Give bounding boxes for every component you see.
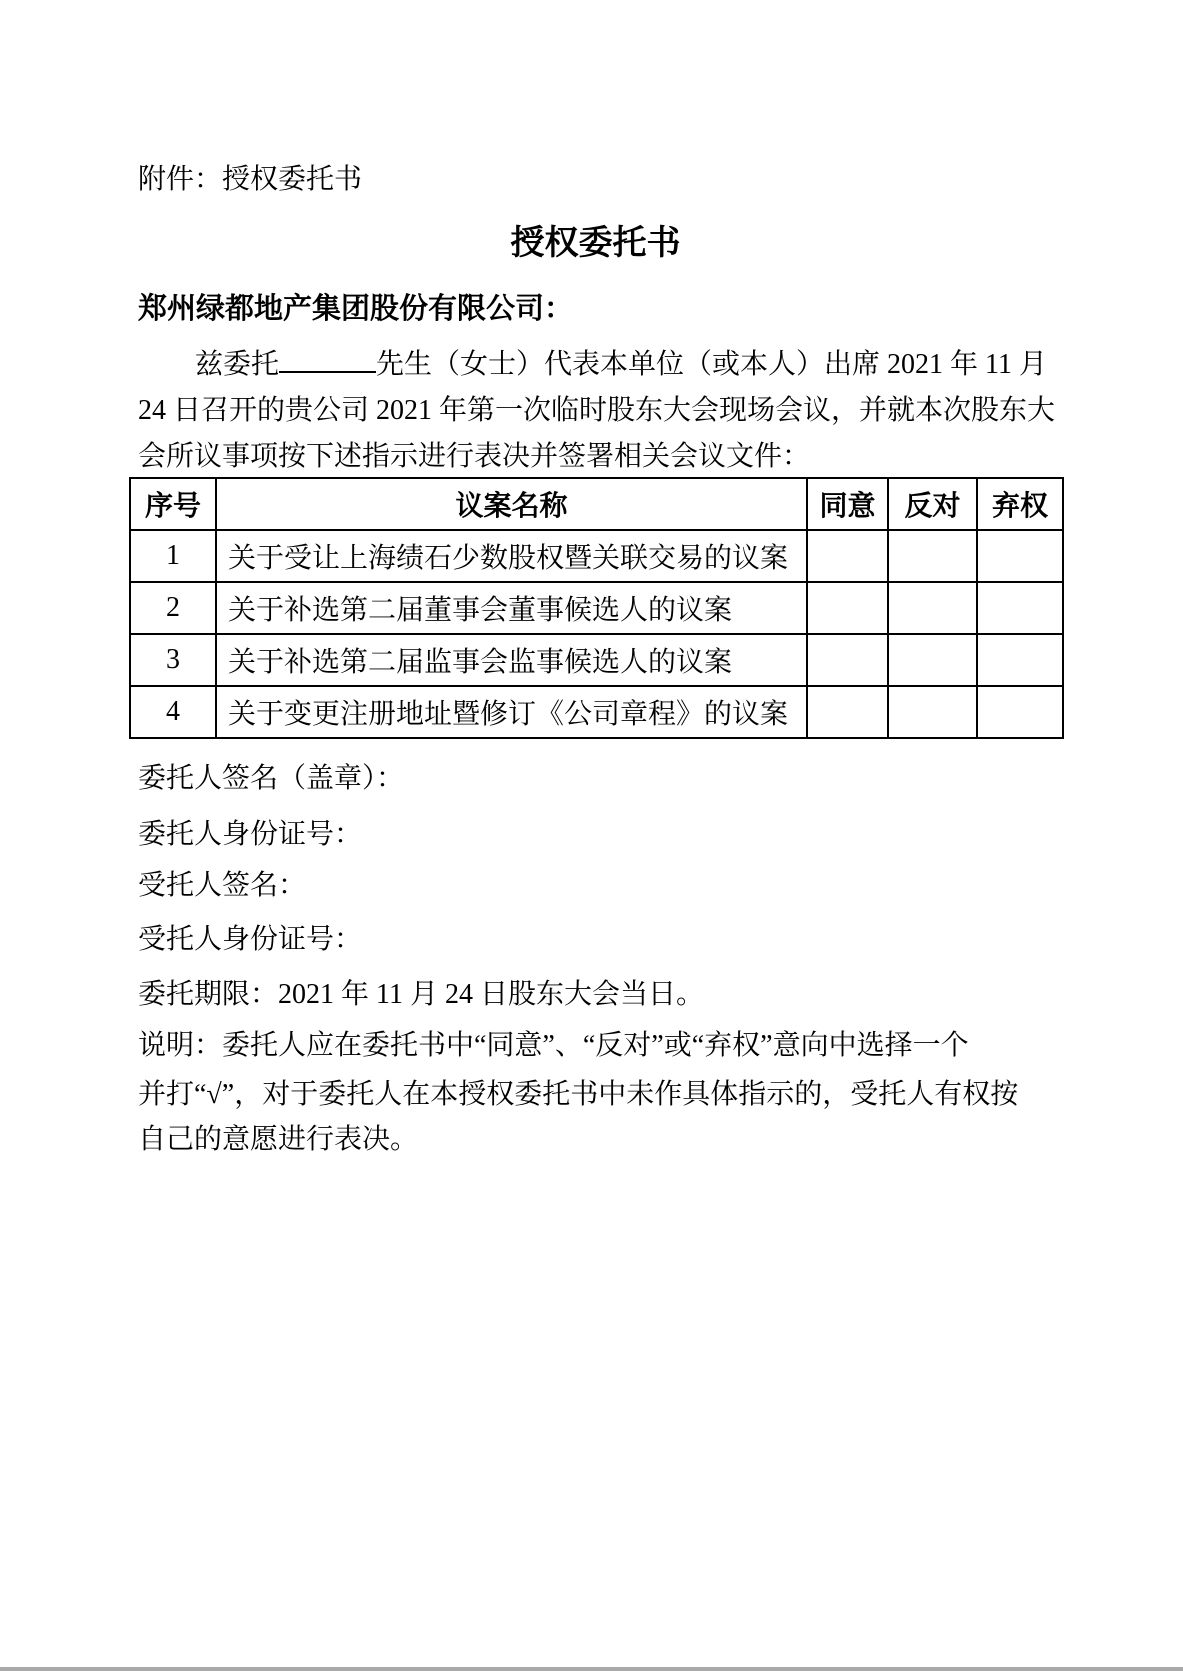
cell-proposal-name: 关于补选第二届监事会监事候选人的议案 bbox=[216, 634, 807, 686]
header-abstain: 弃权 bbox=[977, 478, 1063, 530]
voting-table bbox=[129, 477, 1064, 739]
cell-proposal-name: 关于变更注册地址暨修订《公司章程》的议案 bbox=[216, 686, 807, 738]
table-row bbox=[130, 686, 1063, 738]
cell-abstain bbox=[977, 530, 1063, 582]
proxy-term-line: 委托期限：2021 年 11 月 24 日股东大会当日。 bbox=[138, 979, 704, 1010]
header-agree: 同意 bbox=[807, 478, 888, 530]
note-line-2: 并打“√”，对于委托人在本授权委托书中未作具体指示的，受托人有权按 bbox=[138, 1079, 1019, 1110]
page-bottom-edge bbox=[0, 1667, 1183, 1671]
note-line-1: 说明：委托人应在委托书中“同意”、“反对”或“弃权”意向中选择一个 bbox=[138, 1030, 969, 1061]
note-line-3: 自己的意愿进行表决。 bbox=[138, 1124, 419, 1155]
table-row bbox=[130, 530, 1063, 582]
document-title: 授权委托书 bbox=[510, 225, 681, 262]
cell-abstain bbox=[977, 582, 1063, 634]
cell-agree bbox=[807, 634, 888, 686]
proxy-name-blank bbox=[279, 371, 376, 373]
header-against: 反对 bbox=[888, 478, 977, 530]
header-proposal-name: 议案名称 bbox=[216, 478, 807, 530]
body-line-1 bbox=[138, 348, 1058, 382]
cell-against bbox=[888, 530, 977, 582]
header-seq-no: 序号 bbox=[130, 478, 216, 530]
cell-seq-no: 1 bbox=[130, 530, 216, 582]
cell-abstain bbox=[977, 686, 1063, 738]
table-header-row bbox=[130, 478, 1063, 530]
agent-signature-line: 受托人签名： bbox=[138, 870, 307, 901]
cell-against bbox=[888, 582, 977, 634]
cell-seq-no: 3 bbox=[130, 634, 216, 686]
table-row bbox=[130, 634, 1063, 686]
cell-against bbox=[888, 634, 977, 686]
cell-against bbox=[888, 686, 977, 738]
cell-abstain bbox=[977, 634, 1063, 686]
company-salutation: 郑州绿都地产集团股份有限公司： bbox=[138, 293, 574, 325]
grantor-id-line: 委托人身份证号： bbox=[138, 819, 363, 850]
attachment-label: 附件：授权委托书 bbox=[138, 164, 363, 195]
agent-id-line: 受托人身份证号： bbox=[138, 924, 363, 955]
cell-seq-no: 4 bbox=[130, 686, 216, 738]
cell-agree bbox=[807, 530, 888, 582]
cell-proposal-name: 关于补选第二届董事会董事候选人的议案 bbox=[216, 582, 807, 634]
cell-proposal-name: 关于受让上海绩石少数股权暨关联交易的议案 bbox=[216, 530, 807, 582]
body-line-3: 会所议事项按下述指示进行表决并签署相关会议文件： bbox=[138, 441, 811, 472]
entrust-suffix: 先生（女士）代表本单位（或本人）出席 2021 年 11 月 bbox=[376, 349, 1047, 380]
table-row bbox=[130, 582, 1063, 634]
entrust-prefix: 兹委托 bbox=[195, 349, 280, 380]
body-line-2: 24 日召开的贵公司 2021 年第一次临时股东大会现场会议，并就本次股东大 bbox=[138, 395, 1056, 426]
cell-agree bbox=[807, 686, 888, 738]
cell-seq-no: 2 bbox=[130, 582, 216, 634]
grantor-signature-line: 委托人签名（盖章）： bbox=[138, 763, 405, 794]
cell-agree bbox=[807, 582, 888, 634]
